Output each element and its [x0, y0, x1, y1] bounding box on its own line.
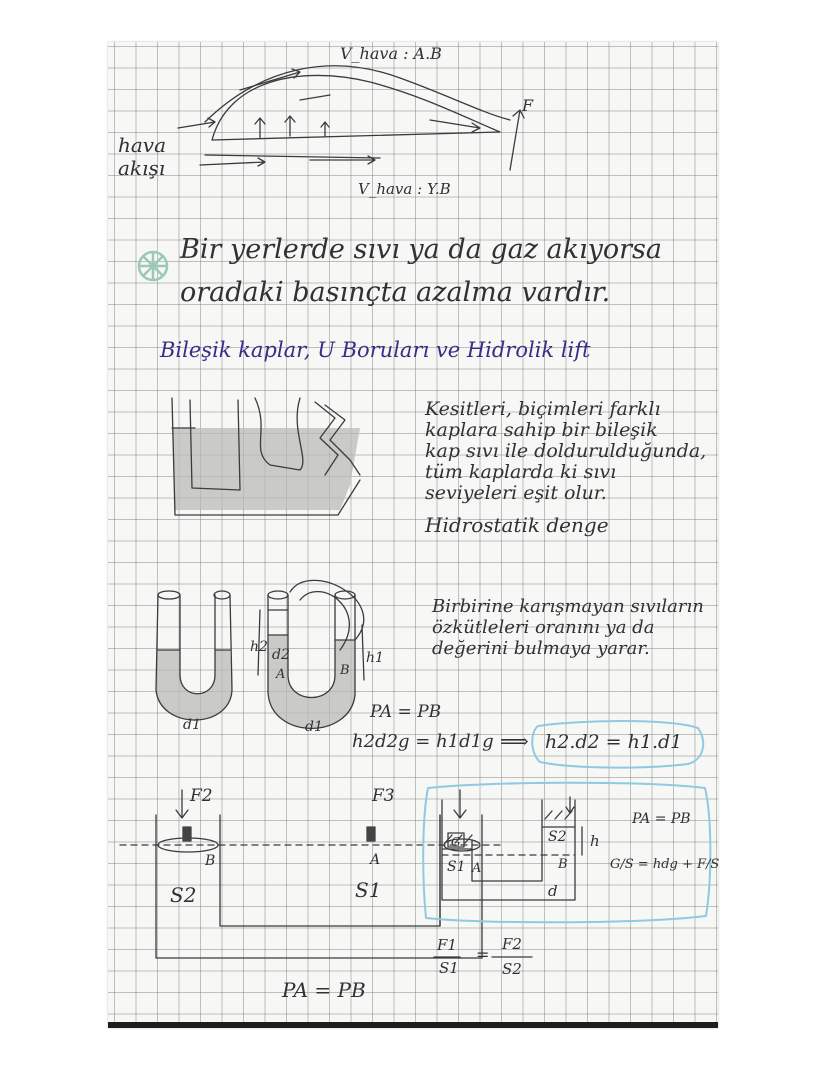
lift-arrow-3: [321, 122, 329, 136]
u-label-h1: h1: [366, 650, 384, 666]
box-eq-top: PA = PB: [632, 811, 691, 827]
lift-arrow-2: [285, 116, 295, 136]
u-label-A: A: [276, 667, 286, 682]
u-label-d1-right: d1: [305, 719, 323, 735]
lift-label-B: B: [205, 853, 216, 869]
flow-arrow-3: [300, 95, 330, 100]
box-label-d: d: [548, 882, 558, 900]
lift-label-F2: F2: [190, 786, 213, 806]
bernoulli-line-1: Bir yerlerde sıvı ya da gaz akıyorsa: [180, 234, 662, 265]
vessels-line-1: Kesitleri, biçimleri farklı: [425, 398, 661, 420]
lower-streamline: [205, 155, 380, 158]
piston-box-sketch: [430, 795, 630, 915]
u-eq-boxed: h2.d2 = h1.d1: [545, 731, 683, 753]
lift-label-A: A: [370, 852, 381, 868]
lift-left-inner: [220, 815, 440, 926]
lift-eq-bottom: PA = PB: [282, 978, 366, 1002]
sticker-icon: [135, 248, 175, 288]
u-tube-line-2: özkütleleri oranını ya da: [432, 617, 655, 638]
flow-arrow-2: [240, 69, 300, 90]
box-arrow-down: [566, 797, 574, 813]
piston-weight-right: [364, 825, 384, 845]
airflow-left-label-2: akışı: [118, 156, 166, 180]
force-label: F: [522, 96, 534, 115]
box-hatch-right: [545, 811, 572, 819]
u-label-B: B: [340, 663, 350, 678]
lift-label-S2: S2: [170, 883, 197, 907]
box-eq-side: G/S = hdg + F/S: [610, 857, 720, 872]
lift-label-F3: F3: [372, 786, 395, 806]
section-heading: Bileşik kaplar, U Boruları ve Hidrolik lift: [160, 338, 591, 362]
notebook-edge: [108, 1022, 718, 1028]
flow-arrow-4: [430, 120, 480, 132]
u-tube-2-h1-bracket: [362, 625, 364, 680]
bernoulli-line-2: oradaki basınçta azalma vardır.: [180, 277, 611, 308]
u-label-d2: d2: [272, 647, 290, 663]
vessels-line-5: seviyeleri eşit olur.: [425, 482, 607, 504]
flow-arrow-1: [178, 118, 215, 128]
ratio-num-right: F2: [502, 935, 522, 953]
flow-arrow-5: [200, 158, 265, 166]
vessels-line-6: Hidrostatik denge: [425, 513, 609, 537]
u-tube-line-1: Birbirine karışmayan sıvıların: [432, 596, 704, 617]
box-label-S1: S1: [447, 859, 466, 875]
u-eq-arrow: ⟹: [500, 729, 529, 753]
box-label-G: G: [451, 835, 461, 849]
airflow-top-label: V_hava : A.B: [340, 44, 442, 63]
piston-weight-left: [180, 825, 200, 845]
box-label-A: A: [472, 861, 482, 876]
ratio-equals: =: [476, 945, 490, 964]
box-label-B: B: [558, 857, 568, 872]
u-eq-expanded: h2d2g = h1d1g: [352, 731, 494, 752]
force-arrow-left: [176, 790, 188, 818]
ratio-num-left: F1: [437, 936, 457, 954]
airflow-left-label-1: hava: [118, 133, 167, 157]
u-tube-line-3: değerini bulmaya yarar.: [432, 638, 650, 659]
u-eq-pressure: PA = PB: [370, 702, 442, 722]
airflow-bottom-label: V_hava : Y.B: [358, 180, 451, 198]
box-label-S2: S2: [548, 829, 567, 845]
ratio-den-left: S1: [439, 959, 459, 977]
box-label-h: h: [590, 832, 600, 850]
vessels-line-2: kaplara sahip bir bileşik: [425, 419, 658, 441]
lift-arrow-1: [255, 118, 265, 138]
communicating-vessels-sketch: [160, 390, 380, 530]
box-inner-left: [472, 800, 542, 881]
vessels-line-4: tüm kaplarda ki sıvı: [425, 461, 617, 483]
vessels-line-3: kap sıvı ile doldurulduğunda,: [425, 440, 707, 462]
upper-streamline: [205, 66, 510, 122]
u-label-h2: h2: [250, 639, 268, 655]
u-label-d1-left: d1: [183, 717, 201, 733]
ratio-den-right: S2: [502, 960, 522, 978]
lift-label-S1: S1: [355, 878, 382, 902]
force-arrow: [510, 110, 524, 170]
